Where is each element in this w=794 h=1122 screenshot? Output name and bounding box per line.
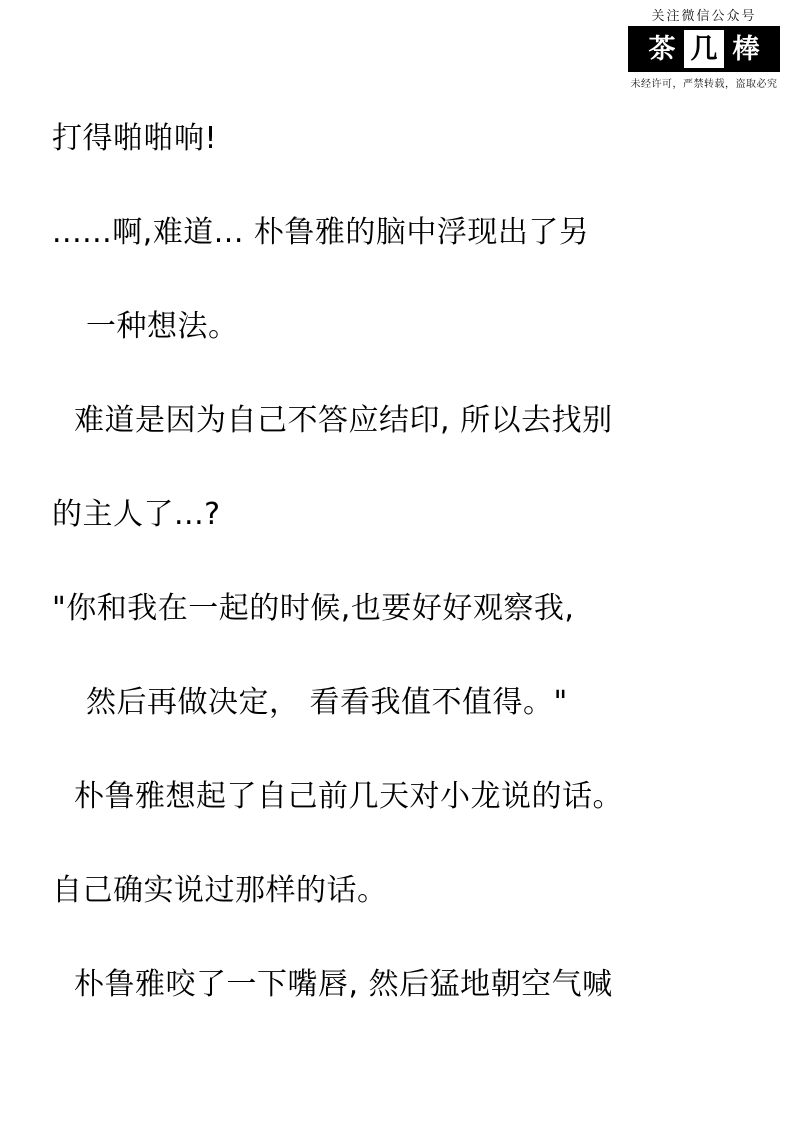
watermark-copyright-text: 未经许可，严禁转载，盗取必究 bbox=[630, 79, 778, 90]
text-line: 朴鲁雅咬了一下嘴唇, 然后猛地朝空气喊 bbox=[74, 967, 613, 1002]
watermark-top-text: 关注微信公众号 bbox=[651, 8, 757, 23]
logo-char-1: 茶 bbox=[642, 30, 682, 68]
text-line: 难道是因为自己不答应结印, 所以去找别 bbox=[74, 403, 613, 438]
watermark-block bbox=[628, 8, 780, 90]
text-line: 打得啪啪响! bbox=[52, 121, 218, 156]
text-line: 然后再做决定， 看看我值不值得。" bbox=[86, 685, 568, 720]
text-line: 一种想法。 bbox=[86, 309, 239, 344]
text-line: ......啊,难道... 朴鲁雅的脑中浮现出了另 bbox=[52, 215, 590, 250]
text-line: "你和我在一起的时候,也要好好观察我, bbox=[52, 591, 575, 626]
text-line: 自己确实说过那样的话。 bbox=[52, 873, 388, 908]
novel-text-body bbox=[0, 92, 794, 1032]
logo-char-3: 棒 bbox=[726, 30, 766, 68]
logo-char-2: 几 bbox=[684, 30, 724, 68]
text-line: 的主人了...? bbox=[52, 497, 221, 532]
text-line: 朴鲁雅想起了自己前几天对小龙说的话。 bbox=[74, 779, 623, 814]
watermark-logo bbox=[628, 26, 780, 72]
